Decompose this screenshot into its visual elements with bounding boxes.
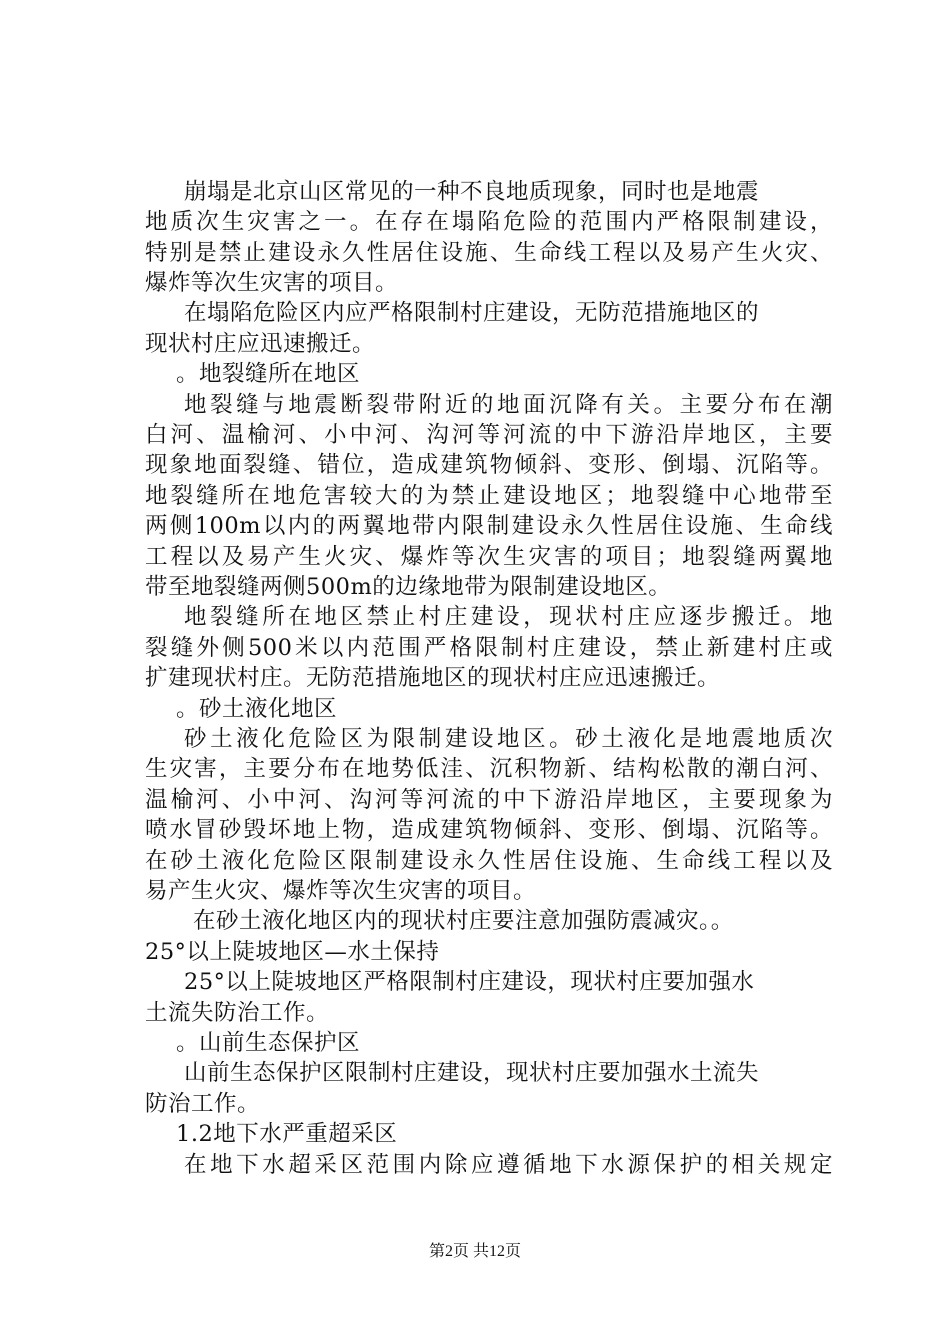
text-line: 爆炸等次生灾害的项目。 bbox=[145, 270, 399, 296]
text-line: 崩塌是北京山区常见的一种不良地质现象，同时也是地震 bbox=[184, 179, 760, 205]
text-line: 砂土液化危险区为限制建设地区。砂土液化是地震地质次 bbox=[184, 726, 833, 752]
text-line: 温榆河、小中河、沟河等河流的中下游沿岸地区，主要现象为 bbox=[145, 787, 833, 813]
text-line: 现状村庄应迅速搬迁。 bbox=[145, 331, 376, 357]
text-line: 在地下水超采区范围内除应遵循地下水源保护的相关规定 bbox=[184, 1152, 833, 1178]
text-line: 地裂缝与地震断裂带附近的地面沉降有关。主要分布在潮 bbox=[184, 392, 833, 418]
text-line: 在塌陷危险区内应严格限制村庄建设，无防范措施地区的 bbox=[184, 300, 760, 326]
text-line: 白河、温榆河、小中河、沟河等河流的中下游沿岸地区，主要 bbox=[145, 422, 833, 448]
text-line: 在砂土液化地区内的现状村庄要注意加强防震减灾。。 bbox=[193, 908, 734, 934]
section-heading: 1.2地下水严重超采区 bbox=[176, 1121, 398, 1147]
text-line: 山前生态保护区限制村庄建设，现状村庄要加强水土流失 bbox=[184, 1060, 760, 1086]
text-line: 地裂缝所在地区禁止村庄建设，现状村庄应逐步搬迁。地 bbox=[184, 604, 833, 630]
text-line: 两侧100m以内的两翼地带内限制建设永久性居住设施、生命线 bbox=[145, 513, 833, 539]
section-heading: 。山前生态保护区 bbox=[176, 1030, 361, 1056]
text-line: 地裂缝所在地危害较大的为禁止建设地区；地裂缝中心地带至 bbox=[145, 483, 833, 509]
text-line: 裂缝外侧500米以内范围严格限制村庄建设，禁止新建村庄或 bbox=[145, 635, 833, 661]
section-heading: 。地裂缝所在地区 bbox=[176, 361, 361, 387]
text-line: 喷水冒砂毁坏地上物，造成建筑物倾斜、变形、倒塌、沉陷等。 bbox=[145, 817, 833, 843]
text-line: 扩建现状村庄。无防范措施地区的现状村庄应迅速搬迁。 bbox=[145, 665, 721, 691]
text-line: 特别是禁止建设永久性居住设施、生命线工程以及易产生火灾、 bbox=[145, 240, 833, 266]
text-line: 25°以上陡坡地区严格限制村庄建设，现状村庄要加强水 bbox=[184, 969, 755, 995]
text-line: 在砂土液化危险区限制建设永久性居住设施、生命线工程以及 bbox=[145, 848, 833, 874]
text-line: 工程以及易产生火灾、爆炸等次生灾害的项目；地裂缝两翼地 bbox=[145, 544, 833, 570]
text-line: 防治工作。 bbox=[145, 1091, 261, 1117]
text-line: 土流失防治工作。 bbox=[145, 1000, 330, 1026]
section-heading: 25°以上陡坡地区—水土保持 bbox=[145, 939, 440, 965]
page-footer: 第2页 共12页 bbox=[428, 1243, 521, 1260]
text-line: 易产生火灾、爆炸等次生灾害的项目。 bbox=[145, 878, 537, 904]
text-line: 生灾害，主要分布在地势低洼、沉积物新、结构松散的潮白河、 bbox=[145, 756, 833, 782]
text-line: 现象地面裂缝、错位，造成建筑物倾斜、变形、倒塌、沉陷等。 bbox=[145, 452, 833, 478]
section-heading: 。砂土液化地区 bbox=[176, 696, 338, 722]
text-line: 带至地裂缝两侧500m的边缘地带为限制建设地区。 bbox=[145, 574, 672, 600]
text-line: 地质次生灾害之一。在存在塌陷危险的范围内严格限制建设， bbox=[145, 209, 833, 235]
